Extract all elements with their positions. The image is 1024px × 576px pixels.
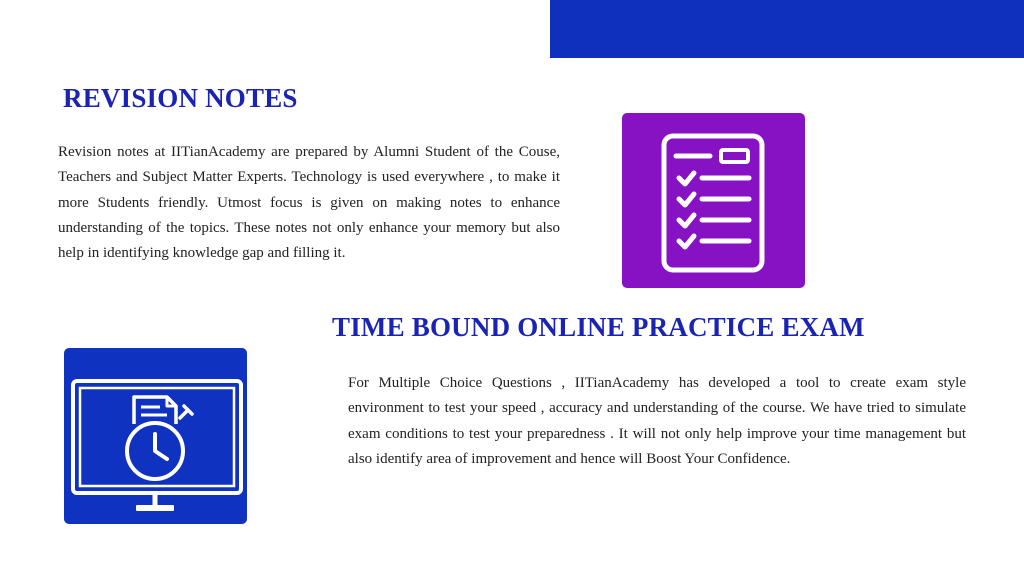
- revision-notes-heading: REVISION NOTES: [63, 83, 298, 113]
- checklist-icon: [622, 113, 805, 288]
- practice-exam-heading: TIME BOUND ONLINE PRACTICE EXAM: [332, 312, 865, 342]
- practice-exam-text: For Multiple Choice Questions , IITianAcademy has developed a tool to create exam style environment to test your speed , accuracy and understanding of the course. We have tried to simulate exam conditions to test your preparedness . It will not only help improve your time management but also identify area of improvement and hence will Boost Your Confidence.: [348, 375, 966, 467]
- revision-notes-text: Revision notes at IITianAcademy are prepared by Alumni Student of the Couse, Teachers and Subject Matter Experts. Technology is used everywhere , to make it more Students friendly. Utmost focus is given on making notes to enhance understanding of the topics. These notes not only enhance your memory but also help in identifying knowledge gap and filling it.: [58, 144, 560, 262]
- monitor-clock-icon: [64, 348, 247, 524]
- top-accent-bar: [550, 0, 1024, 58]
